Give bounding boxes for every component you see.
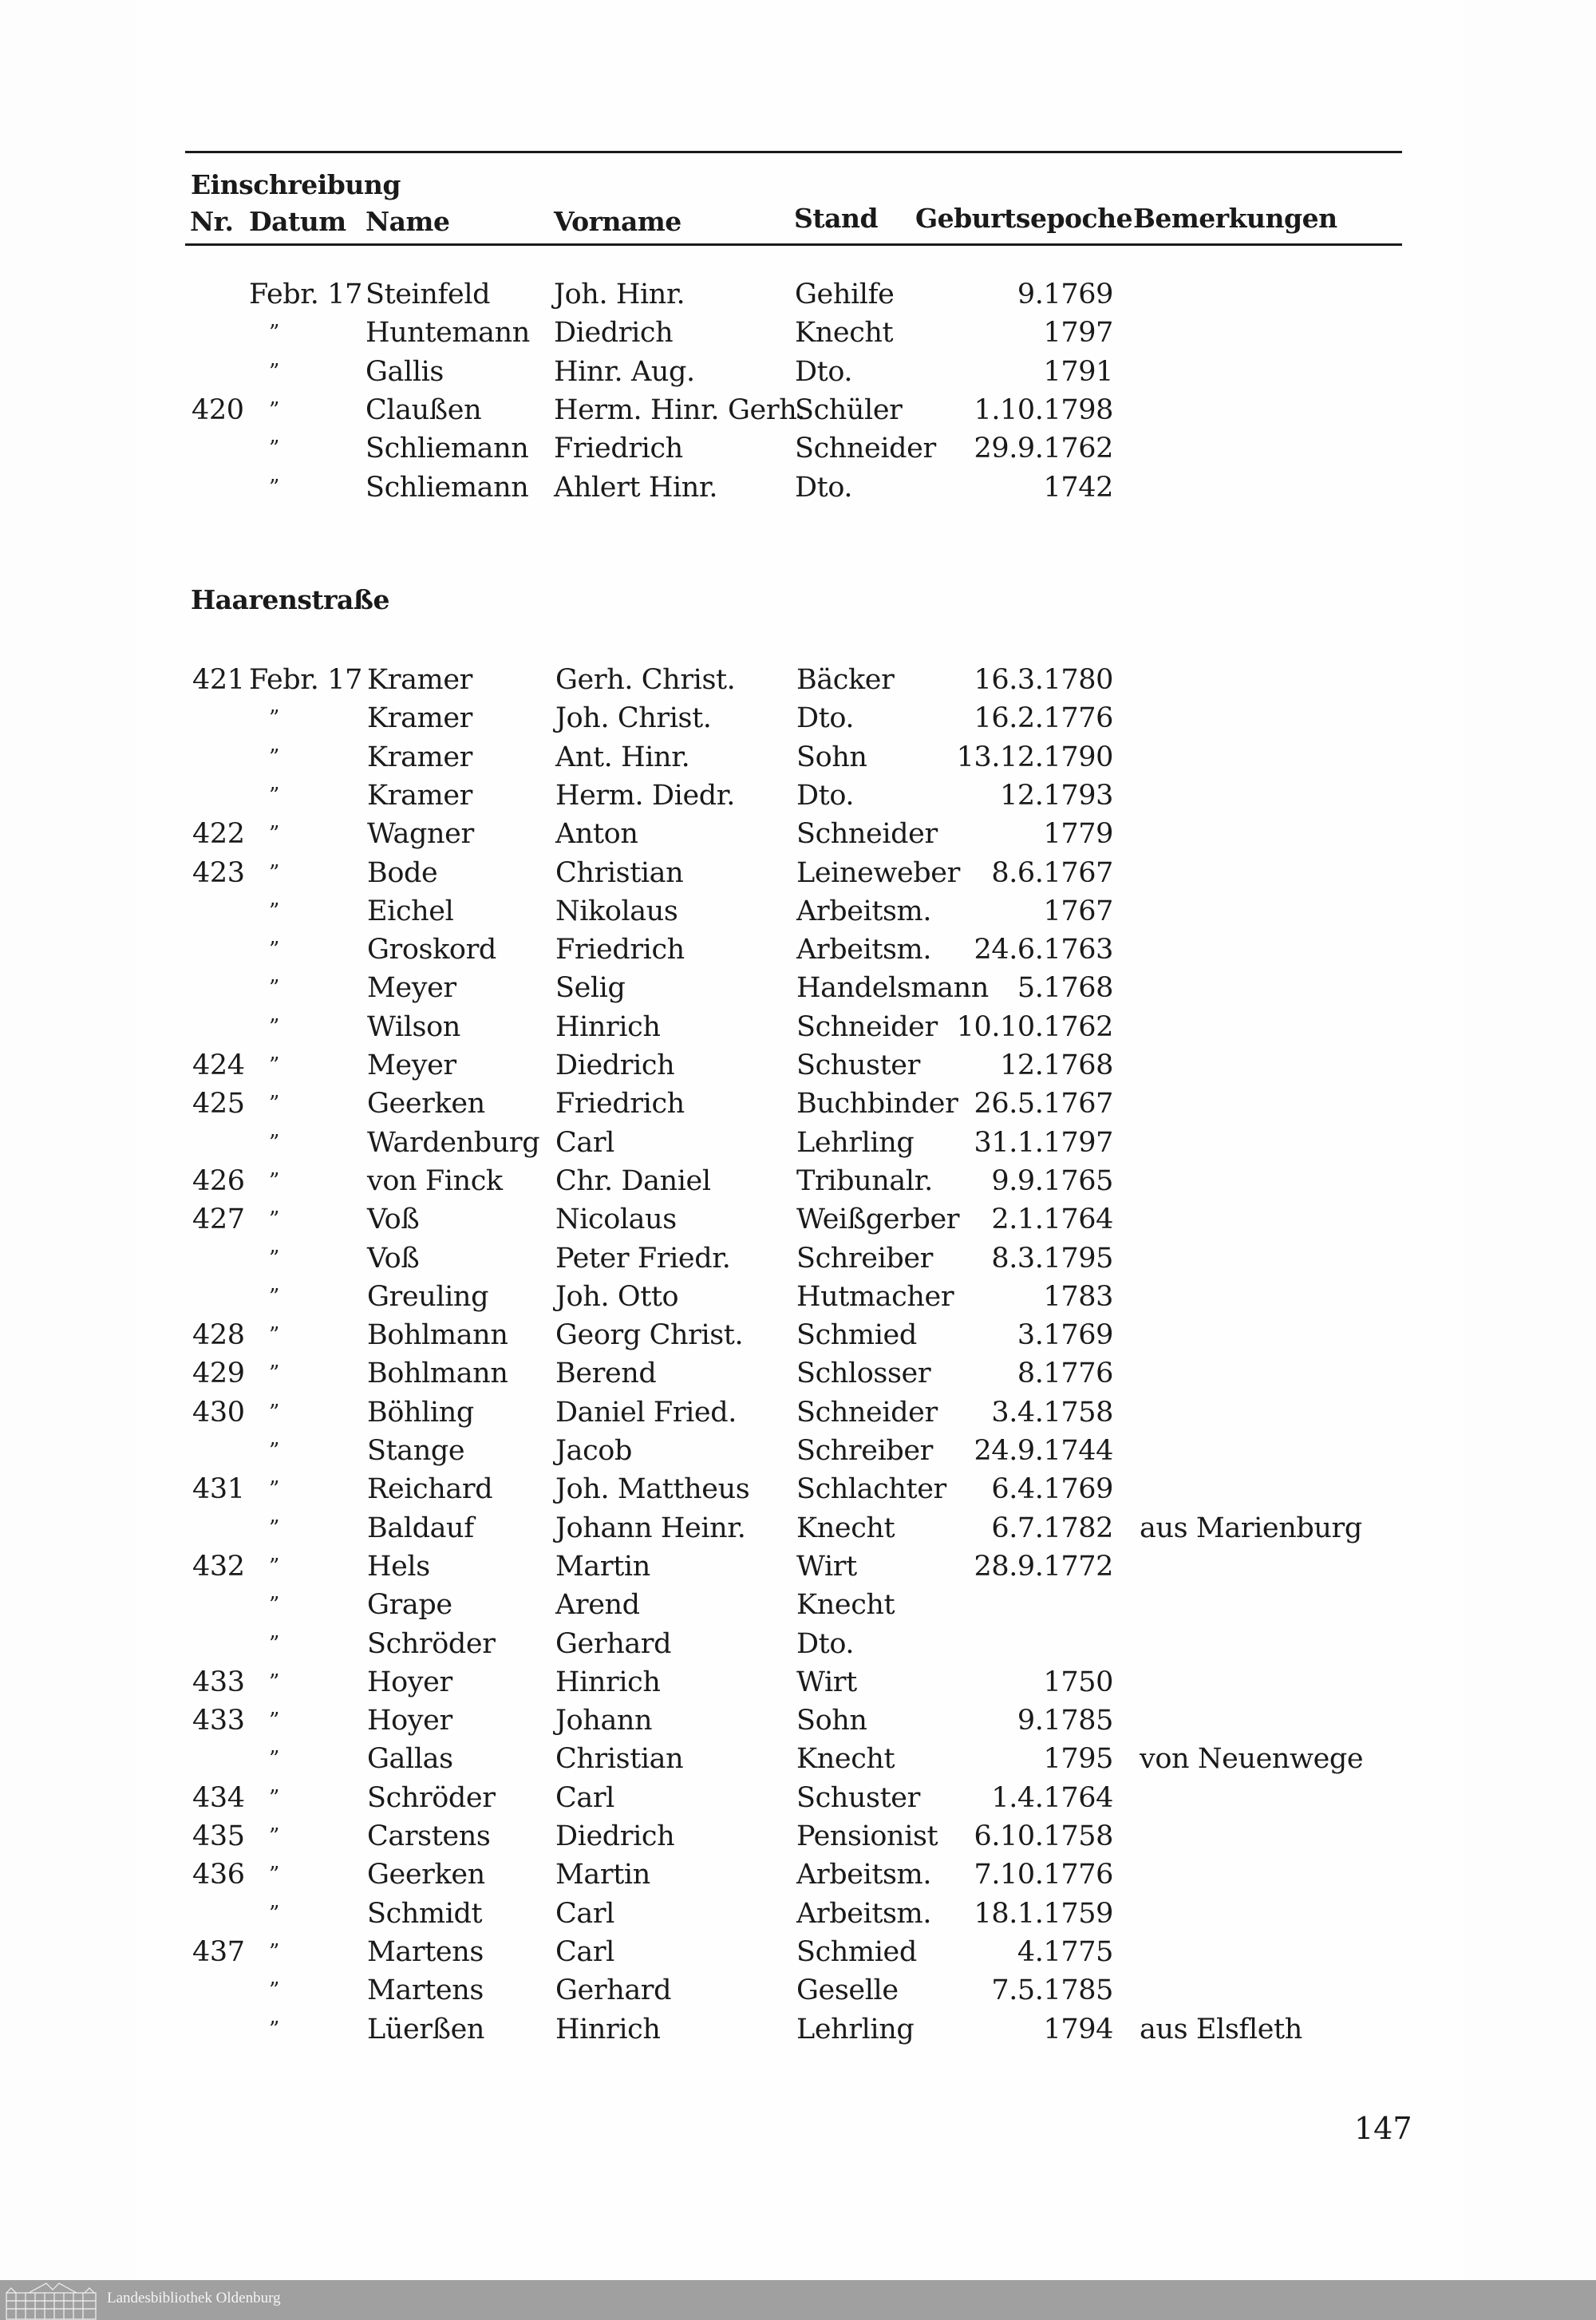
- occupation: Arbeitsm.: [796, 1859, 932, 1891]
- table-row: [0, 1124, 1596, 1162]
- surname: Geerken: [367, 1859, 485, 1891]
- first-name: Herm. Diedr.: [555, 779, 735, 812]
- table-row: [0, 1663, 1596, 1701]
- occupation: Schüler: [795, 393, 903, 426]
- birth-date: 1794: [1043, 2013, 1113, 2045]
- birth-date: 1797: [1043, 317, 1113, 350]
- first-name: Hinrich: [555, 1666, 661, 1698]
- column-header-stand: Stand: [794, 203, 879, 234]
- entry-number: 427: [192, 1203, 245, 1236]
- occupation: Geselle: [796, 1974, 899, 2007]
- occupation: Schreiber: [796, 1242, 934, 1275]
- surname: Kramer: [367, 702, 472, 735]
- surname: Stange: [367, 1435, 465, 1467]
- first-name: Friedrich: [555, 934, 685, 966]
- entry-date: ”: [269, 1747, 279, 1772]
- birth-date: 9.1785: [1017, 1705, 1113, 1737]
- table-row: [0, 1547, 1596, 1586]
- remarks: von Neuenwege: [1140, 1743, 1364, 1776]
- birth-date: 1.4.1764: [991, 1781, 1113, 1814]
- table-row: [0, 699, 1596, 737]
- surname: Gallis: [365, 355, 444, 388]
- column-header-vorname: Vorname: [554, 206, 681, 237]
- library-name: Landesbibliothek Oldenburg: [107, 2290, 281, 2306]
- birth-date: 16.3.1780: [974, 664, 1113, 696]
- entry-date: ”: [269, 1939, 279, 1964]
- occupation: Schuster: [796, 1781, 920, 1814]
- surname: Schröder: [367, 1627, 496, 1660]
- table-row: [0, 314, 1596, 352]
- first-name: Arend: [555, 1589, 640, 1622]
- occupation: Weißgerber: [796, 1203, 960, 1236]
- table-row: [0, 1856, 1596, 1894]
- first-name: Gerh. Christ.: [555, 664, 736, 696]
- table-row: [0, 429, 1596, 468]
- surname: Lüerßen: [367, 2013, 485, 2045]
- entry-date: ”: [269, 1362, 279, 1386]
- table-row: [0, 1509, 1596, 1547]
- table-top-rule: [185, 151, 1402, 153]
- surname: Gallas: [367, 1743, 453, 1776]
- surname: Martens: [367, 1974, 484, 2007]
- column-header-bemerkungen: Bemerkungen: [1133, 203, 1337, 234]
- first-name: Ahlert Hinr.: [554, 471, 718, 504]
- entry-number: 423: [192, 856, 245, 889]
- surname: Kramer: [367, 779, 472, 812]
- surname: Kramer: [367, 664, 472, 696]
- birth-date: 24.6.1763: [974, 934, 1113, 966]
- first-name: Anton: [555, 818, 638, 851]
- occupation: Pensionist: [796, 1820, 938, 1852]
- library-footer-bar: [0, 2280, 1596, 2320]
- occupation: Schneider: [796, 1010, 938, 1043]
- surname: Hels: [367, 1550, 430, 1583]
- surname: Meyer: [367, 1049, 456, 1081]
- entry-number: 433: [192, 1705, 245, 1737]
- first-name: Joh. Otto: [555, 1280, 679, 1313]
- surname: Schliemann: [365, 471, 529, 504]
- table-row: [0, 1625, 1596, 1663]
- entry-date: ”: [269, 1207, 279, 1232]
- entry-date: ”: [269, 976, 279, 1001]
- table-row: [0, 391, 1596, 429]
- entry-date: ”: [269, 359, 279, 384]
- surname: Groskord: [367, 934, 496, 966]
- birth-date: 8.3.1795: [991, 1242, 1113, 1275]
- entry-date: ”: [269, 1323, 279, 1348]
- entry-date: ”: [269, 1246, 279, 1271]
- first-name: Georg Christ.: [555, 1319, 744, 1352]
- entry-date: ”: [269, 938, 279, 962]
- surname: Hoyer: [367, 1666, 452, 1698]
- first-name: Carl: [555, 1781, 614, 1814]
- entry-date: ”: [269, 321, 279, 346]
- entry-date: ”: [269, 1554, 279, 1579]
- first-name: Martin: [555, 1550, 650, 1583]
- remarks: aus Marienburg: [1140, 1512, 1362, 1544]
- first-name: Johann Heinr.: [555, 1512, 746, 1544]
- first-name: Hinrich: [555, 1010, 661, 1043]
- table-row: [0, 1008, 1596, 1046]
- surname: Schmidt: [367, 1897, 483, 1930]
- occupation: Dto.: [796, 1627, 855, 1660]
- table-row: [0, 1432, 1596, 1470]
- surname: Schröder: [367, 1781, 496, 1814]
- entry-number: 424: [192, 1049, 245, 1081]
- first-name: Daniel Fried.: [555, 1396, 737, 1429]
- table-row: [0, 353, 1596, 391]
- table-row: [0, 1817, 1596, 1856]
- occupation: Handelsmann: [796, 972, 989, 1005]
- first-name: Christian: [555, 1743, 684, 1776]
- occupation: Bäcker: [796, 664, 895, 696]
- surname: Voß: [367, 1242, 420, 1275]
- entry-date: ”: [269, 2017, 279, 2041]
- surname: Kramer: [367, 741, 472, 773]
- first-name: Diedrich: [555, 1820, 675, 1852]
- first-name: Nicolaus: [555, 1203, 677, 1236]
- birth-date: 1779: [1043, 818, 1113, 851]
- entry-date: ”: [269, 1709, 279, 1733]
- first-name: Peter Friedr.: [555, 1242, 731, 1275]
- column-header-geburtsepoche: Geburtsepoche: [915, 203, 1133, 234]
- occupation: Buchbinder: [796, 1088, 958, 1120]
- entry-date: ”: [269, 706, 279, 731]
- first-name: Christian: [555, 856, 684, 889]
- occupation: Knecht: [796, 1743, 895, 1776]
- table-row: [0, 1200, 1596, 1239]
- entry-number: 434: [192, 1781, 245, 1814]
- birth-date: 1783: [1043, 1280, 1113, 1313]
- table-row: [0, 1933, 1596, 1971]
- birth-date: 28.9.1772: [974, 1550, 1113, 1583]
- birth-date: 9.9.1765: [991, 1164, 1113, 1197]
- occupation: Arbeitsm.: [796, 934, 932, 966]
- occupation: Schlosser: [796, 1358, 931, 1390]
- entry-date: ”: [269, 1516, 279, 1540]
- occupation: Schneider: [795, 433, 936, 465]
- birth-date: 9.1769: [1017, 279, 1113, 310]
- entry-date: ”: [269, 437, 279, 461]
- table-row: [0, 1046, 1596, 1085]
- entry-date: ”: [269, 1400, 279, 1425]
- occupation: Dto.: [795, 355, 853, 388]
- library-building-icon: [5, 2282, 99, 2320]
- entry-date: ”: [269, 783, 279, 808]
- table-row: [0, 854, 1596, 892]
- birth-date: 12.1793: [1000, 779, 1113, 812]
- entry-number: 437: [192, 1935, 245, 1968]
- surname: Greuling: [367, 1280, 489, 1313]
- birth-date: 7.5.1785: [991, 1974, 1113, 2007]
- birth-date: 1.10.1798: [974, 393, 1113, 426]
- occupation: Leineweber: [796, 856, 960, 889]
- occupation: Gehilfe: [795, 279, 895, 310]
- entry-date: ”: [269, 1053, 279, 1077]
- surname: Meyer: [367, 972, 456, 1005]
- section-title: Haarenstraße: [191, 584, 389, 615]
- first-name: Jacob: [555, 1435, 632, 1467]
- first-name: Joh. Christ.: [555, 702, 712, 735]
- entry-date: ”: [269, 1477, 279, 1502]
- entry-number: 431: [192, 1473, 245, 1506]
- first-name: Gerhard: [555, 1974, 672, 2007]
- surname: Baldauf: [367, 1512, 474, 1544]
- entry-date: ”: [269, 1978, 279, 2003]
- page-number: 147: [1354, 2111, 1412, 2146]
- entry-number: 421: [192, 664, 245, 696]
- occupation: Hutmacher: [796, 1280, 954, 1313]
- entry-date: ”: [269, 1168, 279, 1193]
- first-name: Carl: [555, 1935, 614, 1968]
- birth-date: 6.4.1769: [991, 1473, 1113, 1506]
- surname: Bohlmann: [367, 1358, 508, 1390]
- surname: Eichel: [367, 895, 454, 927]
- entry-date: Febr. 17: [249, 664, 362, 696]
- birth-date: 6.10.1758: [974, 1820, 1113, 1852]
- occupation: Dto.: [795, 471, 853, 504]
- first-name: Diedrich: [554, 317, 674, 350]
- table-row: [0, 931, 1596, 969]
- table-row: [0, 738, 1596, 777]
- table-row: [0, 1701, 1596, 1740]
- birth-date: 1767: [1043, 895, 1113, 927]
- birth-date: 1750: [1043, 1666, 1113, 1698]
- entry-date: ”: [269, 899, 279, 923]
- first-name: Selig: [555, 972, 626, 1005]
- table-row: [0, 1895, 1596, 1933]
- entry-date: ”: [269, 1785, 279, 1810]
- occupation: Wirt: [796, 1666, 857, 1698]
- surname: Carstens: [367, 1820, 491, 1852]
- table-row: [0, 1779, 1596, 1817]
- entry-date: ”: [269, 1284, 279, 1309]
- occupation: Sohn: [796, 1705, 867, 1737]
- entry-number: 433: [192, 1666, 245, 1698]
- first-name: Gerhard: [555, 1627, 672, 1660]
- entry-date: ”: [269, 1863, 279, 1887]
- table-row: [0, 1740, 1596, 1778]
- first-name: Carl: [555, 1126, 614, 1159]
- occupation: Schuster: [796, 1049, 920, 1081]
- table-row: [0, 1470, 1596, 1508]
- column-header-datum: Datum: [249, 206, 346, 237]
- surname: Bohlmann: [367, 1319, 508, 1352]
- occupation: Knecht: [796, 1512, 895, 1544]
- birth-date: 7.10.1776: [974, 1859, 1113, 1891]
- first-name: Diedrich: [555, 1049, 675, 1081]
- birth-date: 8.1776: [1017, 1358, 1113, 1390]
- table-row: [0, 1085, 1596, 1123]
- table-row: [0, 1971, 1596, 2010]
- entry-number: 425: [192, 1088, 245, 1120]
- entry-date: ”: [269, 860, 279, 885]
- birth-date: 29.9.1762: [974, 433, 1113, 465]
- table-row: [0, 2010, 1596, 2049]
- birth-date: 18.1.1759: [974, 1897, 1113, 1930]
- birth-date: 10.10.1762: [956, 1010, 1113, 1043]
- entry-number: 436: [192, 1859, 245, 1891]
- entry-date: ”: [269, 475, 279, 500]
- entry-number: 420: [192, 393, 244, 426]
- first-name: Herm. Hinr. Gerh.: [554, 393, 806, 426]
- occupation: Arbeitsm.: [796, 1897, 932, 1930]
- first-name: Chr. Daniel: [555, 1164, 711, 1197]
- occupation: Schreiber: [796, 1435, 934, 1467]
- surname: Steinfeld: [365, 279, 491, 310]
- table-header-rule: [185, 243, 1402, 246]
- birth-date: 3.1769: [1017, 1319, 1113, 1352]
- first-name: Joh. Mattheus: [555, 1473, 750, 1506]
- entry-number: 426: [192, 1164, 245, 1197]
- entry-date: ”: [269, 1824, 279, 1848]
- first-name: Johann: [555, 1705, 653, 1737]
- entry-date: ”: [269, 1901, 279, 1926]
- table-row: [0, 815, 1596, 853]
- occupation: Schmied: [796, 1319, 917, 1352]
- entry-date: ”: [269, 822, 279, 847]
- entry-date: Febr. 17: [249, 279, 362, 310]
- occupation: Dto.: [796, 702, 855, 735]
- surname: Geerken: [367, 1088, 485, 1120]
- surname: Bode: [367, 856, 438, 889]
- entry-date: ”: [269, 1439, 279, 1463]
- birth-date: 31.1.1797: [974, 1126, 1113, 1159]
- table-row: [0, 892, 1596, 931]
- surname: von Finck: [367, 1164, 503, 1197]
- first-name: Joh. Hinr.: [554, 279, 685, 310]
- table-row: [0, 275, 1596, 314]
- occupation: Tribunalr.: [796, 1164, 933, 1197]
- entry-date: ”: [269, 745, 279, 769]
- surname: Schliemann: [365, 433, 529, 465]
- occupation: Schneider: [796, 1396, 938, 1429]
- column-header-nr: Nr.: [190, 206, 234, 237]
- entry-number: 429: [192, 1358, 245, 1390]
- occupation: Sohn: [796, 741, 867, 773]
- entry-date: ”: [269, 1092, 279, 1117]
- table-row: [0, 661, 1596, 699]
- first-name: Berend: [555, 1358, 657, 1390]
- occupation: Knecht: [795, 317, 894, 350]
- surname: Wagner: [367, 818, 474, 851]
- column-header-name: Name: [365, 206, 450, 237]
- table-row: [0, 1316, 1596, 1354]
- table-row: [0, 1586, 1596, 1624]
- first-name: Hinrich: [555, 2013, 661, 2045]
- entry-number: 428: [192, 1319, 245, 1352]
- occupation: Knecht: [796, 1589, 895, 1622]
- birth-date: 5.1768: [1017, 972, 1113, 1005]
- occupation: Schlachter: [796, 1473, 946, 1506]
- remarks: aus Elsfleth: [1140, 2013, 1302, 2045]
- occupation: Schmied: [796, 1935, 917, 1968]
- occupation: Lehrling: [796, 1126, 915, 1159]
- birth-date: 1795: [1043, 1743, 1113, 1776]
- entry-date: ”: [269, 1593, 279, 1618]
- first-name: Nikolaus: [555, 895, 678, 927]
- occupation: Dto.: [796, 779, 855, 812]
- table-row: [0, 777, 1596, 815]
- entry-number: 430: [192, 1396, 245, 1429]
- entry-number: 435: [192, 1820, 245, 1852]
- table-row: [0, 1393, 1596, 1432]
- first-name: Martin: [555, 1859, 650, 1891]
- birth-date: 2.1.1764: [991, 1203, 1113, 1236]
- table-row: [0, 468, 1596, 507]
- entry-date: ”: [269, 1130, 279, 1155]
- birth-date: 3.4.1758: [991, 1396, 1113, 1429]
- table-row: [0, 1354, 1596, 1393]
- surname: Claußen: [365, 393, 482, 426]
- entry-date: ”: [269, 1631, 279, 1656]
- first-name: Ant. Hinr.: [555, 741, 690, 773]
- entry-date: ”: [269, 397, 279, 422]
- table-row: [0, 1162, 1596, 1200]
- occupation: Arbeitsm.: [796, 895, 932, 927]
- birth-date: 24.9.1744: [974, 1435, 1113, 1467]
- surname: Voß: [367, 1203, 420, 1236]
- surname: Reichard: [367, 1473, 493, 1506]
- surname: Martens: [367, 1935, 484, 1968]
- entry-number: 432: [192, 1550, 245, 1583]
- surname: Wilson: [367, 1010, 460, 1043]
- occupation: Lehrling: [796, 2013, 915, 2045]
- first-name: Friedrich: [555, 1088, 685, 1120]
- first-name: Carl: [555, 1897, 614, 1930]
- surname: Hoyer: [367, 1705, 452, 1737]
- table-row: [0, 1278, 1596, 1316]
- table-row: [0, 969, 1596, 1007]
- header-group-label: Einschreibung: [191, 169, 401, 200]
- occupation: Schneider: [796, 818, 938, 851]
- surname: Huntemann: [365, 317, 530, 350]
- surname: Grape: [367, 1589, 452, 1622]
- first-name: Friedrich: [554, 433, 683, 465]
- surname: Böhling: [367, 1396, 474, 1429]
- first-name: Hinr. Aug.: [554, 355, 695, 388]
- birth-date: 13.12.1790: [956, 741, 1113, 773]
- birth-date: 26.5.1767: [974, 1088, 1113, 1120]
- birth-date: 1791: [1043, 355, 1113, 388]
- surname: Wardenburg: [367, 1126, 540, 1159]
- birth-date: 6.7.1782: [991, 1512, 1113, 1544]
- birth-date: 16.2.1776: [974, 702, 1113, 735]
- entry-date: ”: [269, 1670, 279, 1694]
- entry-number: 422: [192, 818, 245, 851]
- birth-date: 1742: [1043, 471, 1113, 504]
- occupation: Wirt: [796, 1550, 857, 1583]
- table-row: [0, 1239, 1596, 1278]
- entry-date: ”: [269, 1014, 279, 1039]
- birth-date: 4.1775: [1017, 1935, 1113, 1968]
- birth-date: 8.6.1767: [991, 856, 1113, 889]
- birth-date: 12.1768: [1000, 1049, 1113, 1081]
